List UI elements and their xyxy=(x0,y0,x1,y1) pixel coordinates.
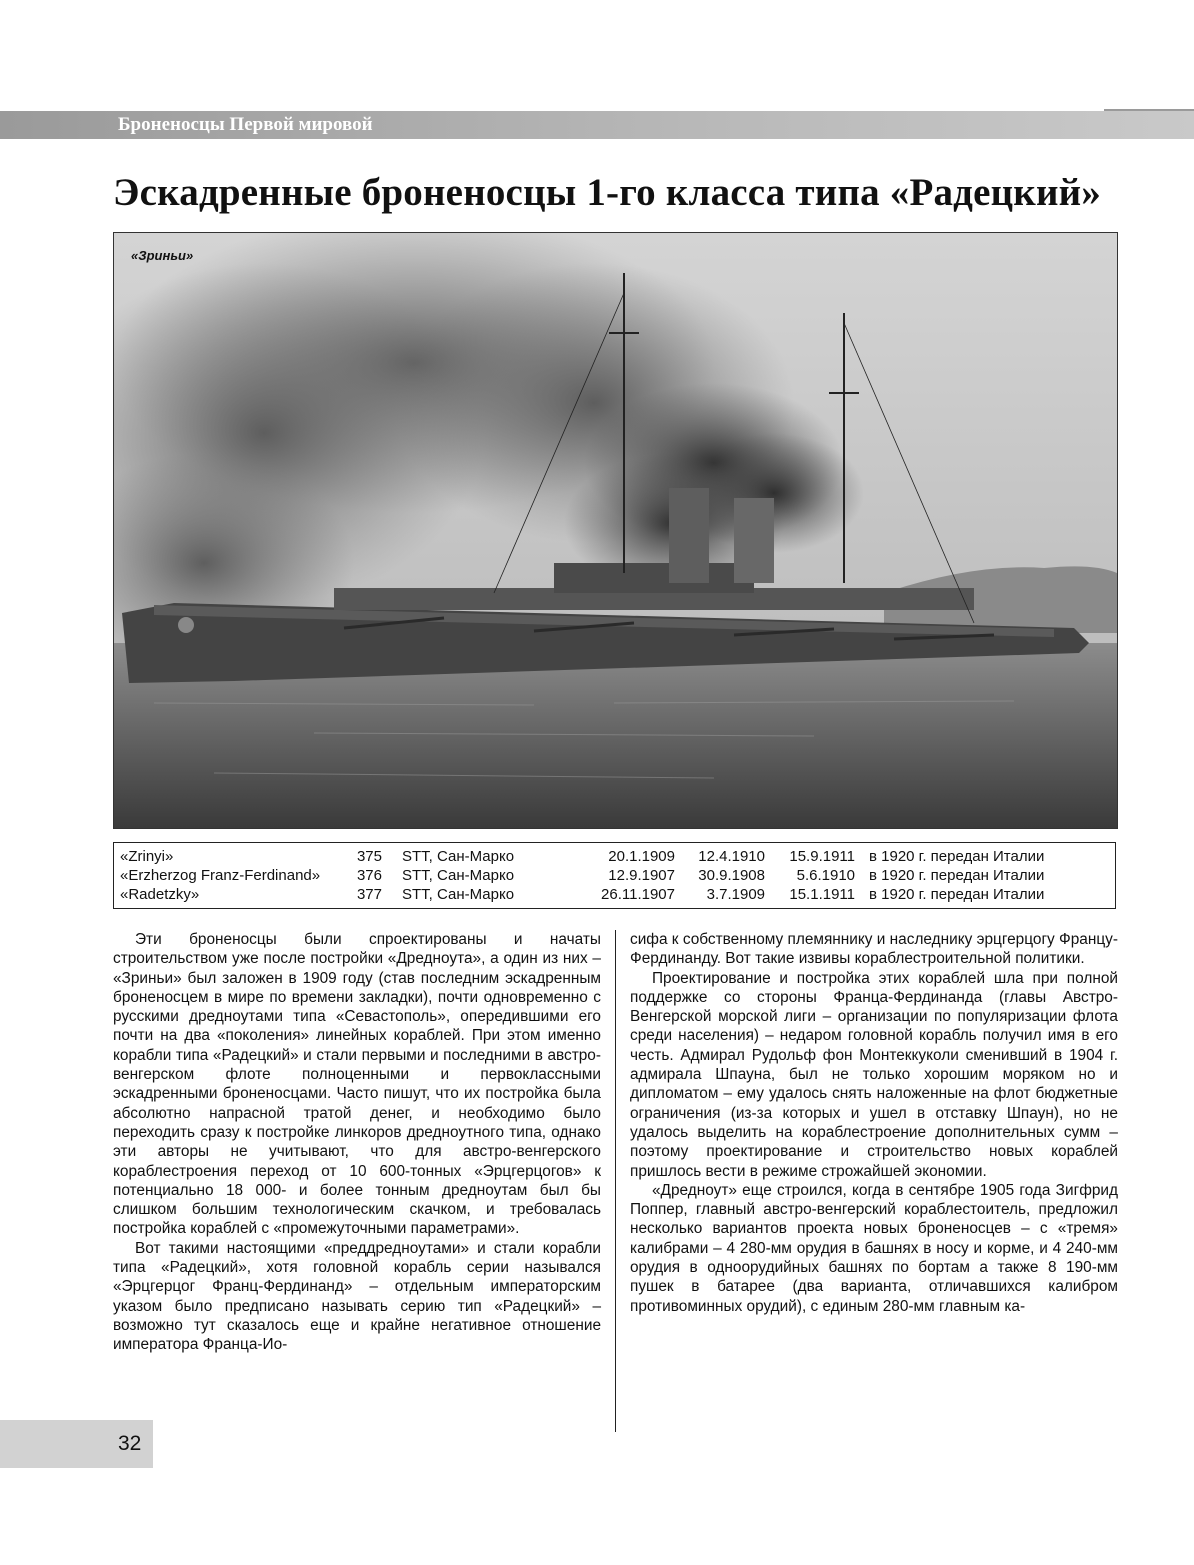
shipyard: STT, Сан-Марко xyxy=(402,848,515,865)
ship-name: «Erzherzog Franz-Ferdinand» xyxy=(120,867,321,884)
ship-fate: в 1920 г. передан Италии xyxy=(869,867,1045,884)
launch-date: 3.7.1909 xyxy=(706,886,765,903)
ship-number: 377 xyxy=(356,886,382,903)
shipyard: STT, Сан-Марко xyxy=(402,886,515,903)
ship-name: «Zrinyi» xyxy=(120,848,174,865)
section-header-bar xyxy=(0,111,1194,139)
paragraph: Вот такими настоящими «преддредноутами» и стали корабли типа «Радецкий», хотя головной корабль серии назывался «Эрцгерцог Франц-Фердинанд» – отдельным императорским указом было предписано называть серию тип «Радецкий» – возможно тут сказалось еще и крайне негативное отношение императора Франца-Ио- xyxy=(113,1239,601,1354)
battleship-illustration xyxy=(114,233,1117,828)
funnel-aft xyxy=(734,498,774,583)
bow-crest xyxy=(178,617,194,633)
section-title: Броненосцы Первой мировой xyxy=(118,114,373,135)
text-column-right xyxy=(630,930,1118,1316)
commission-date: 15.9.1911 xyxy=(789,848,855,865)
ship-name: «Radetzky» xyxy=(120,886,200,903)
table-row xyxy=(114,885,1116,909)
table-row xyxy=(114,866,1116,885)
launch-date: 12.4.1910 xyxy=(698,848,765,865)
photo-caption: «Зриньи» xyxy=(131,248,194,263)
ship-fate: в 1920 г. передан Италии xyxy=(869,848,1045,865)
funnel-fore xyxy=(669,488,709,583)
commission-date: 15.1.1911 xyxy=(789,886,855,903)
ship-number: 376 xyxy=(356,867,382,884)
ship-fate: в 1920 г. передан Италии xyxy=(869,886,1045,903)
shipyard: STT, Сан-Марко xyxy=(402,867,515,884)
ship-number: 375 xyxy=(356,848,382,865)
laid-down-date: 20.1.1909 xyxy=(608,848,675,865)
battleship-photo xyxy=(113,232,1118,829)
paragraph: сифа к собственному племяннику и наследнику эрцгерцогу Францу-Фердинанду. Вот такие извивы кораблестроительной политики. xyxy=(630,931,1118,968)
commission-date: 5.6.1910 xyxy=(796,867,855,884)
page-title: Эскадренные броненосцы 1-го класса типа «Радецкий» xyxy=(113,171,1102,214)
column-divider xyxy=(615,930,616,1432)
header-bar-corner xyxy=(1104,109,1194,111)
laid-down-date: 12.9.1907 xyxy=(608,867,675,884)
table-row xyxy=(114,843,1116,867)
launch-date: 30.9.1908 xyxy=(698,867,765,884)
paragraph: Проектирование и постройка этих кораблей шла при полной поддержке со стороны Франца-Фердинанда (главы Австро-Венгерской морской лиги – организации по популяризации флота среди населения) – недаром головной корабль получил имя в его честь. Адмирал Рудольф фон Монтеккуколи сменивший в 1904 г. адмирала Шпауна, был не только хорошим моряком но и дипломатом – ему удалось снять наложенные на флот бюджетные ограничения (из-за которых и ушел в отставку Шпаун), но не удалось выделить на кораблестроение дополнительных сумм – поэтому проектирование и строительство новых кораблей пришлось вести в режиме строжайшей экономии. xyxy=(630,969,1118,1180)
paragraph: Эти броненосцы были спроектированы и начаты строительством уже после постройки «Дредноута», а один из них – «Зриньи» был заложен в 1909 году (став последним эскадренным броненосцем в мире по времени закладки), почти одновременно с русскими дредноутами типа «Севастополь», опередившими его почти на два «поколения» линейных кораблей. При этом именно корабли типа «Радецкий» и стали первыми и последними в австро-венгерском флоте полноценными и первоклассными эскадренными броненосцами. Часто пишут, что их постройка была абсолютно напрасной тратой денег, и необходимо было переходить сразу к постройке линкоров дредноутного типа, однако эти авторы не учитывают, что для австро-венгерского кораблестроения переход от 10 600-тонных «Эрцгерцогов» к потенциально 18 000- и более тонным дредноутам был бы слишком большим технологическим скачком, и требовалась постройка кораблей с «промежуточными параметрами». xyxy=(113,931,601,1238)
laid-down-date: 26.11.1907 xyxy=(601,886,675,903)
text-column-left xyxy=(113,930,601,1355)
ships-table xyxy=(113,842,1116,909)
paragraph: «Дредноут» еще строился, когда в сентябре 1905 года Зигфрид Поппер, главный австро-венгерский кораблестоитель, предложил несколько вариантов проекта новых броненосцев – с «тремя» калибрами – 4 280-мм орудия в башнях в носу и корме, и 4 240-мм орудия в одноорудийных башнях по бортам а также 8 190-мм пушек в батарее (два варианта, отличавшихся калибром противоминных орудий), с единым 280-мм главным ка- xyxy=(630,1181,1118,1315)
page-number-box xyxy=(0,1420,153,1468)
page-number: 32 xyxy=(118,1432,142,1455)
